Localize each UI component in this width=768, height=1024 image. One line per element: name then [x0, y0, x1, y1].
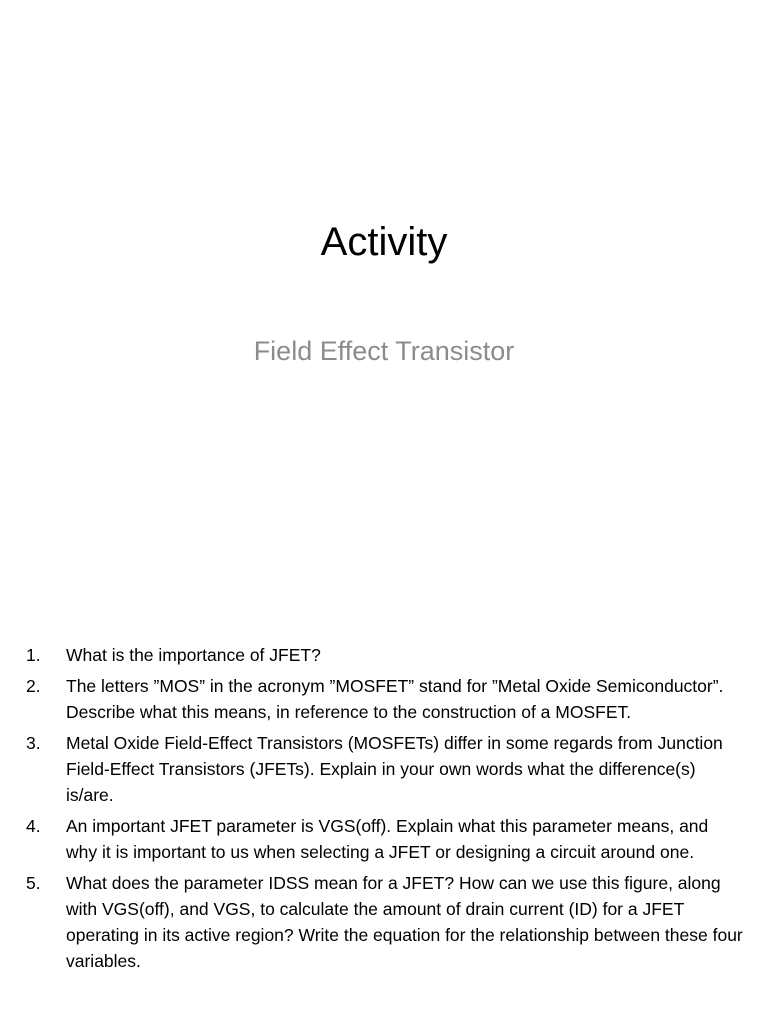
- question-list: [0, 642, 768, 979]
- slide-subtitle: Field Effect Transistor: [253, 336, 515, 366]
- question-text: What is the importance of JFET?: [66, 645, 321, 665]
- question-item-5: [0, 870, 768, 974]
- question-number: 4.: [26, 816, 41, 836]
- question-item-2: [0, 673, 768, 725]
- question-number: 5.: [26, 873, 41, 893]
- question-item-3: [0, 730, 768, 808]
- question-text: What does the parameter IDSS mean for a JFET? How can we use this figure, along with VGS(off), and VGS, to calculate the amount of drain current (ID) for a JFET operating in its active region? Write the equation for the relationship between these four variables.: [66, 873, 743, 971]
- question-number: 3.: [26, 733, 41, 753]
- question-text: An important JFET parameter is VGS(off). Explain what this parameter means, and why it is important to us when selecting a JFET or designing a circuit around one.: [66, 816, 709, 862]
- questions-slide: [0, 576, 768, 1024]
- question-text: Metal Oxide Field-Effect Transistors (MOSFETs) differ in some regards from Junction Field-Effect Transistors (JFETs). Explain in your own words what the difference(s) is/are.: [66, 733, 723, 805]
- question-item-1: [0, 642, 768, 668]
- question-item-4: [0, 813, 768, 865]
- slide-title: Activity: [320, 220, 448, 264]
- question-number: 1.: [26, 645, 41, 665]
- question-number: 2.: [26, 676, 41, 696]
- question-text: The letters ”MOS” in the acronym ”MOSFET” stand for ”Metal Oxide Semiconductor”. Describe what this means, in reference to the construction of a MOSFET.: [66, 676, 724, 722]
